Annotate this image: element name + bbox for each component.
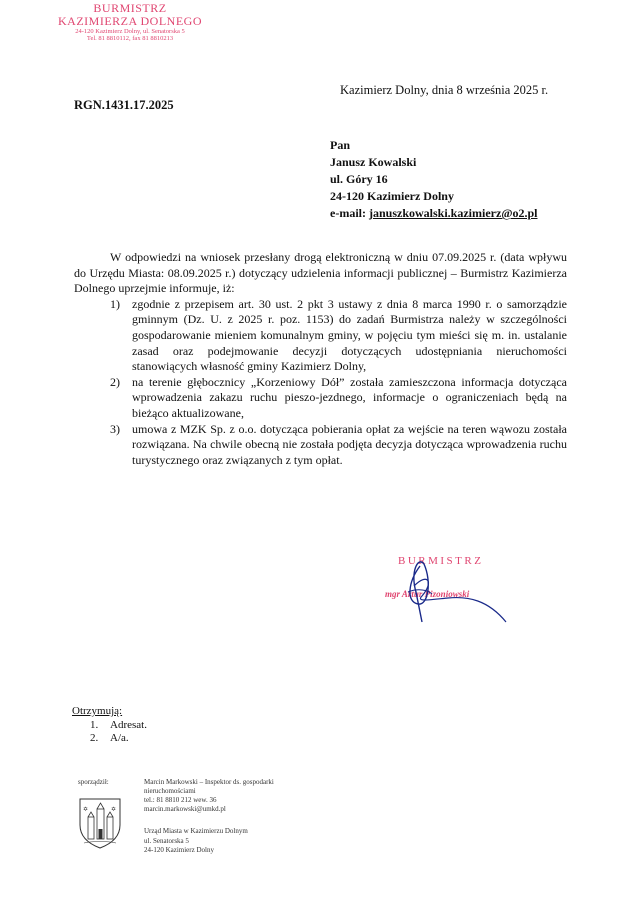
recipients-list: [72, 705, 147, 746]
stamp-phone: Tel. 81 8810112, fax 81 8810213: [86, 35, 174, 42]
email-label: e-mail:: [330, 206, 369, 220]
prepared-by-block: [144, 778, 324, 814]
letterhead-stamp: [40, 2, 220, 43]
list-item: [72, 732, 147, 746]
office-name: Urząd Miasta w Kazimierzu Dolnym: [144, 827, 248, 835]
recipient-street: ul. Góry 16: [330, 172, 388, 186]
reference-number: RGN.1431.17.2025: [74, 98, 174, 112]
list-item: [74, 375, 567, 422]
stamp-title: BURMISTRZ: [93, 1, 167, 15]
office-city: 24-120 Kazimierz Dolny: [144, 846, 214, 854]
prepared-by-label: sporządził:: [78, 778, 109, 786]
recipients-heading: Otrzymują:: [72, 705, 123, 717]
info-list: [74, 297, 567, 469]
recipient-name: Janusz Kowalski: [330, 155, 417, 169]
svg-text:✡: ✡: [83, 806, 89, 813]
list-item-text: umowa z MZK Sp. z o.o. dotycząca pobierania opłat za wejście na teren wąwozu została rozwiązana. Na chwile obecną nie została podjęta decyzja dotycząca wprowadzenia ruchu turystycznego oraz związanych z tym opłat.: [132, 421, 567, 467]
svg-text:✡: ✡: [111, 806, 117, 813]
intro-paragraph: W odpowiedzi na wniosek przesłany drogą elektroniczną w dniu 07.09.2025 r. (data wpływu do Urzędu Miasta: 08.09.2025 r.) dotyczący udzielenia informacji publicznej – Burmistrz Kazimierza Dolnego uprzejmie informuje, iż:: [74, 250, 567, 296]
stamp-address: 24-120 Kazimierz Dolny, ul. Senatorska 5: [75, 28, 185, 36]
list-item-text: na terenie głębocznicy „Korzeniowy Dół” została zamieszczona informacja dotycząca wprowadzenia zakazu ruchu pieszo-jezdnego, informacje o ograniczeniach będą na bieżąco aktualizowane,: [132, 374, 567, 420]
letter-body: [74, 250, 567, 468]
list-item-text: zgodnie z przepisem art. 30 ust. 2 pkt 3 ustawy z dnia 8 marca 1990 r. o samorządzie gminnym (Dz. U. z 2025 r. poz. 1153) do zadań Burmistrza należy w szczególności gospodarowanie mieniem komunalnym gminy, w pojęciu tym mieści się m. in. ustalanie zasad oraz podejmowanie decyzji dotyczących udostępniania nieruchomości stanowiących własność gminy Kazimierz Dolny,: [132, 296, 567, 374]
office-address: [144, 827, 248, 856]
stamp-subtitle: KAZIMIERZA DOLNEGO: [58, 13, 202, 28]
list-item-number: 3): [110, 421, 120, 436]
recipient-address: [330, 137, 538, 222]
recipient-email-link[interactable]: januszkowalski.kazimierz@o2.pl: [368, 206, 538, 220]
prepared-by-name: Marcin Markowski – Inspektor ds. gospodarki nieruchomościami: [144, 778, 274, 795]
list-item: [74, 297, 567, 375]
signature-stamp: [385, 552, 528, 632]
list-item: [74, 422, 567, 469]
recipient-number: 1.: [90, 718, 99, 731]
recipient-text: Adresat.: [110, 718, 147, 731]
recipient-number: 2.: [90, 732, 99, 744]
prepared-by-phone: tel.: 81 8810 212 wew. 36: [144, 796, 217, 804]
handwritten-signature-icon: [388, 552, 528, 632]
prepared-by-email: marcin.markowski@umkd.pl: [144, 805, 226, 813]
list-item-number: 1): [110, 296, 120, 311]
signature-title: BURMISTRZ: [398, 555, 484, 567]
recipient-text: A/a.: [110, 732, 129, 744]
recipient-email-line: [330, 205, 538, 222]
office-street: ul. Senatorska 5: [144, 836, 189, 845]
town-crest-icon: [78, 797, 122, 849]
list-item: [72, 719, 147, 733]
recipient-city: 24-120 Kazimierz Dolny: [330, 189, 454, 203]
letter-date: Kazimierz Dolny, dnia 8 września 2025 r.: [340, 83, 549, 97]
list-item-number: 2): [110, 374, 120, 389]
signature-name: mgr Artur Pizoniowski: [385, 589, 470, 599]
recipient-salutation: Pan: [330, 138, 351, 152]
